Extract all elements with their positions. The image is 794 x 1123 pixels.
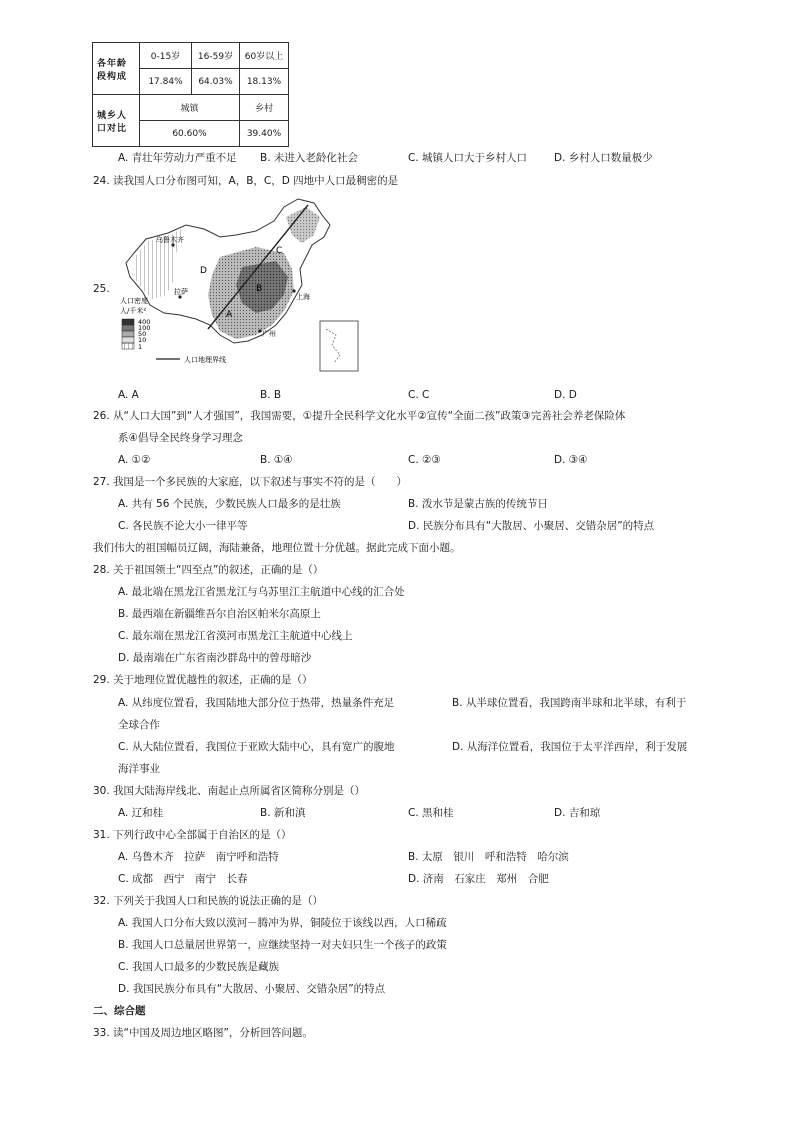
city-guangzhou: 广州 [262, 330, 276, 338]
age-value: 18.13% [240, 69, 289, 95]
legend-value: 400 [138, 318, 151, 326]
q26-option-a[interactable]: A. ①② [118, 454, 151, 466]
q28-option-b[interactable]: B. 最西端在新疆维吾尔自治区帕米尔高原上 [118, 608, 321, 620]
q26-option-c[interactable]: C. ②③ [408, 454, 441, 466]
q23-option-c[interactable]: C. 城镇人口大于乡村人口 [408, 152, 528, 164]
q26-option-b[interactable]: B. ①④ [260, 454, 293, 466]
china-population-map [116, 195, 364, 375]
q29-option-b-cont: 全球合作 [118, 719, 160, 731]
q30-option-d[interactable]: D. 吉和琼 [554, 807, 601, 819]
q27-option-d[interactable]: D. 民族分布具有“大散居、小聚居、交错杂居”的特点 [408, 520, 655, 532]
q27-option-a[interactable]: A. 共有 56 个民族，少数民族人口最多的是壮族 [118, 498, 341, 510]
age-value: 17.84% [140, 69, 192, 95]
q25-option-c[interactable]: C. C [408, 389, 430, 401]
city-shanghai: 上海 [296, 293, 310, 301]
age-header: 16-59岁 [192, 43, 240, 69]
population-stats-table [92, 42, 289, 147]
q23-option-a[interactable]: A. 青壮年劳动力严重不足 [118, 152, 237, 164]
legend-value: 1 [138, 343, 143, 351]
q27-stem: 27. 我国是一个多民族的大家庭，以下叙述与事实不符的是（ ） [93, 476, 408, 488]
legend-title: 人口密度 [120, 297, 148, 305]
city-lhasa: 拉萨 [174, 288, 188, 296]
q30-stem: 30. 我国大陆海岸线北、南起止点所属省区简称分别是（） [93, 785, 366, 797]
section-2-heading: 二、综合题 [93, 1005, 146, 1017]
q30-option-a[interactable]: A. 辽和桂 [118, 807, 164, 819]
legend-value: 100 [138, 324, 151, 332]
q27-option-c[interactable]: C. 各民族不论大小一律平等 [118, 520, 248, 532]
q24-stem: 24. 读我国人口分布图可知，A，B，C，D 四地中人口最稠密的是 [93, 175, 399, 187]
legend-boundary-label: 人口地理界线 [184, 356, 226, 364]
ur-header: 乡村 [240, 95, 289, 121]
q32-option-a[interactable]: A. 我国人口分布大致以漠河－腾冲为界，铜陵位于该线以西，人口稀疏 [118, 917, 447, 929]
ur-value: 60.60% [140, 121, 240, 147]
q31-option-d[interactable]: D. 济南 石家庄 郑州 合肥 [408, 873, 549, 885]
legend-value: 50 [138, 330, 147, 338]
legend-value: 10 [138, 336, 147, 344]
map-label-d: D [200, 266, 207, 276]
q30-option-b[interactable]: B. 新和滇 [260, 807, 306, 819]
legend-unit: 人/千米² [120, 307, 147, 315]
q30-option-c[interactable]: C. 黑和桂 [408, 807, 454, 819]
map-label-c: C [276, 246, 283, 256]
q28-option-c[interactable]: C. 最东端在黑龙江省漠河市黑龙江主航道中心线上 [118, 630, 353, 642]
q29-option-d[interactable]: D. 从海洋位置看，我国位于太平洋西岸，利于发展 [452, 741, 688, 753]
q28-stem: 28. 关于祖国领土“四至点”的叙述，正确的是（） [93, 564, 324, 576]
q26-option-d[interactable]: D. ③④ [554, 454, 588, 466]
q29-option-a[interactable]: A. 从纬度位置看，我国陆地大部分位于热带，热量条件充足 [118, 697, 395, 709]
south-sea-inset [320, 321, 358, 371]
section-intro: 我们伟大的祖国幅员辽阔，海陆兼备，地理位置十分优越。据此完成下面小题。 [93, 542, 461, 554]
map-label-b: B [256, 284, 263, 294]
q26-stem-line1: 26. 从“人口大国”到“人才强国”，我国需要，①提升全民科学文化水平②宣传“全面二孩”政策③完善社会养老保险体 [93, 410, 626, 422]
ur-header: 城镇 [140, 95, 240, 121]
age-header: 0-15岁 [140, 43, 192, 69]
q31-stem: 31. 下列行政中心全部属于自治区的是（） [93, 829, 292, 841]
q23-option-b[interactable]: B. 未进入老龄化社会 [260, 152, 358, 164]
urban-rural-label: 城乡人 口对比 [93, 95, 140, 147]
q29-option-b[interactable]: B. 从半球位置看，我国跨南半球和北半球，有利于 [452, 697, 687, 709]
q25-option-b[interactable]: B. B [260, 389, 282, 401]
q29-stem: 29. 关于地理位置优越性的叙述，正确的是（） [93, 674, 313, 686]
q33-stem: 33. 读“中国及周边地区略图”，分析回答问题。 [93, 1027, 313, 1039]
q28-option-a[interactable]: A. 最北端在黑龙江省黑龙江与乌苏里江主航道中心线的汇合处 [118, 586, 405, 598]
q25-option-a[interactable]: A. A [118, 389, 139, 401]
q25-option-d[interactable]: D. D [554, 389, 577, 401]
q27-option-b[interactable]: B. 泼水节是蒙古族的传统节日 [408, 498, 548, 510]
q23-option-d[interactable]: D. 乡村人口数量极少 [554, 152, 653, 164]
q31-option-c[interactable]: C. 成都 西宁 南宁 长春 [118, 873, 248, 885]
map-label-a: A [226, 310, 233, 320]
age-header: 60岁以上 [240, 43, 289, 69]
q31-option-a[interactable]: A. 乌鲁木齐 拉萨 南宁呼和浩特 [118, 851, 279, 863]
q25-number: 25. [93, 283, 110, 295]
ur-value: 39.40% [240, 121, 289, 147]
q29-option-d-cont: 海洋事业 [118, 763, 160, 775]
q32-stem: 32. 下列关于我国人口和民族的说法正确的是（） [93, 895, 324, 907]
q32-option-c[interactable]: C. 我国人口最多的少数民族是藏族 [118, 961, 280, 973]
age-value: 64.03% [192, 69, 240, 95]
q31-option-b[interactable]: B. 太原 银川 呼和浩特 哈尔滨 [408, 851, 569, 863]
q32-option-b[interactable]: B. 我国人口总量居世界第一，应继续坚持一对夫妇只生一个孩子的政策 [118, 939, 447, 951]
city-urumqi: 乌鲁木齐 [156, 236, 184, 244]
q28-option-d[interactable]: D. 最南端在广东省南沙群岛中的曾母暗沙 [118, 652, 312, 664]
age-structure-label: 各年龄 段构成 [93, 43, 140, 95]
q32-option-d[interactable]: D. 我国民族分布具有“大散居、小聚居、交错杂居”的特点 [118, 983, 386, 995]
q29-option-c[interactable]: C. 从大陆位置看，我国位于亚欧大陆中心，具有宽广的腹地 [118, 741, 395, 753]
q26-stem-line2: 系④倡导全民终身学习理念 [118, 432, 243, 444]
